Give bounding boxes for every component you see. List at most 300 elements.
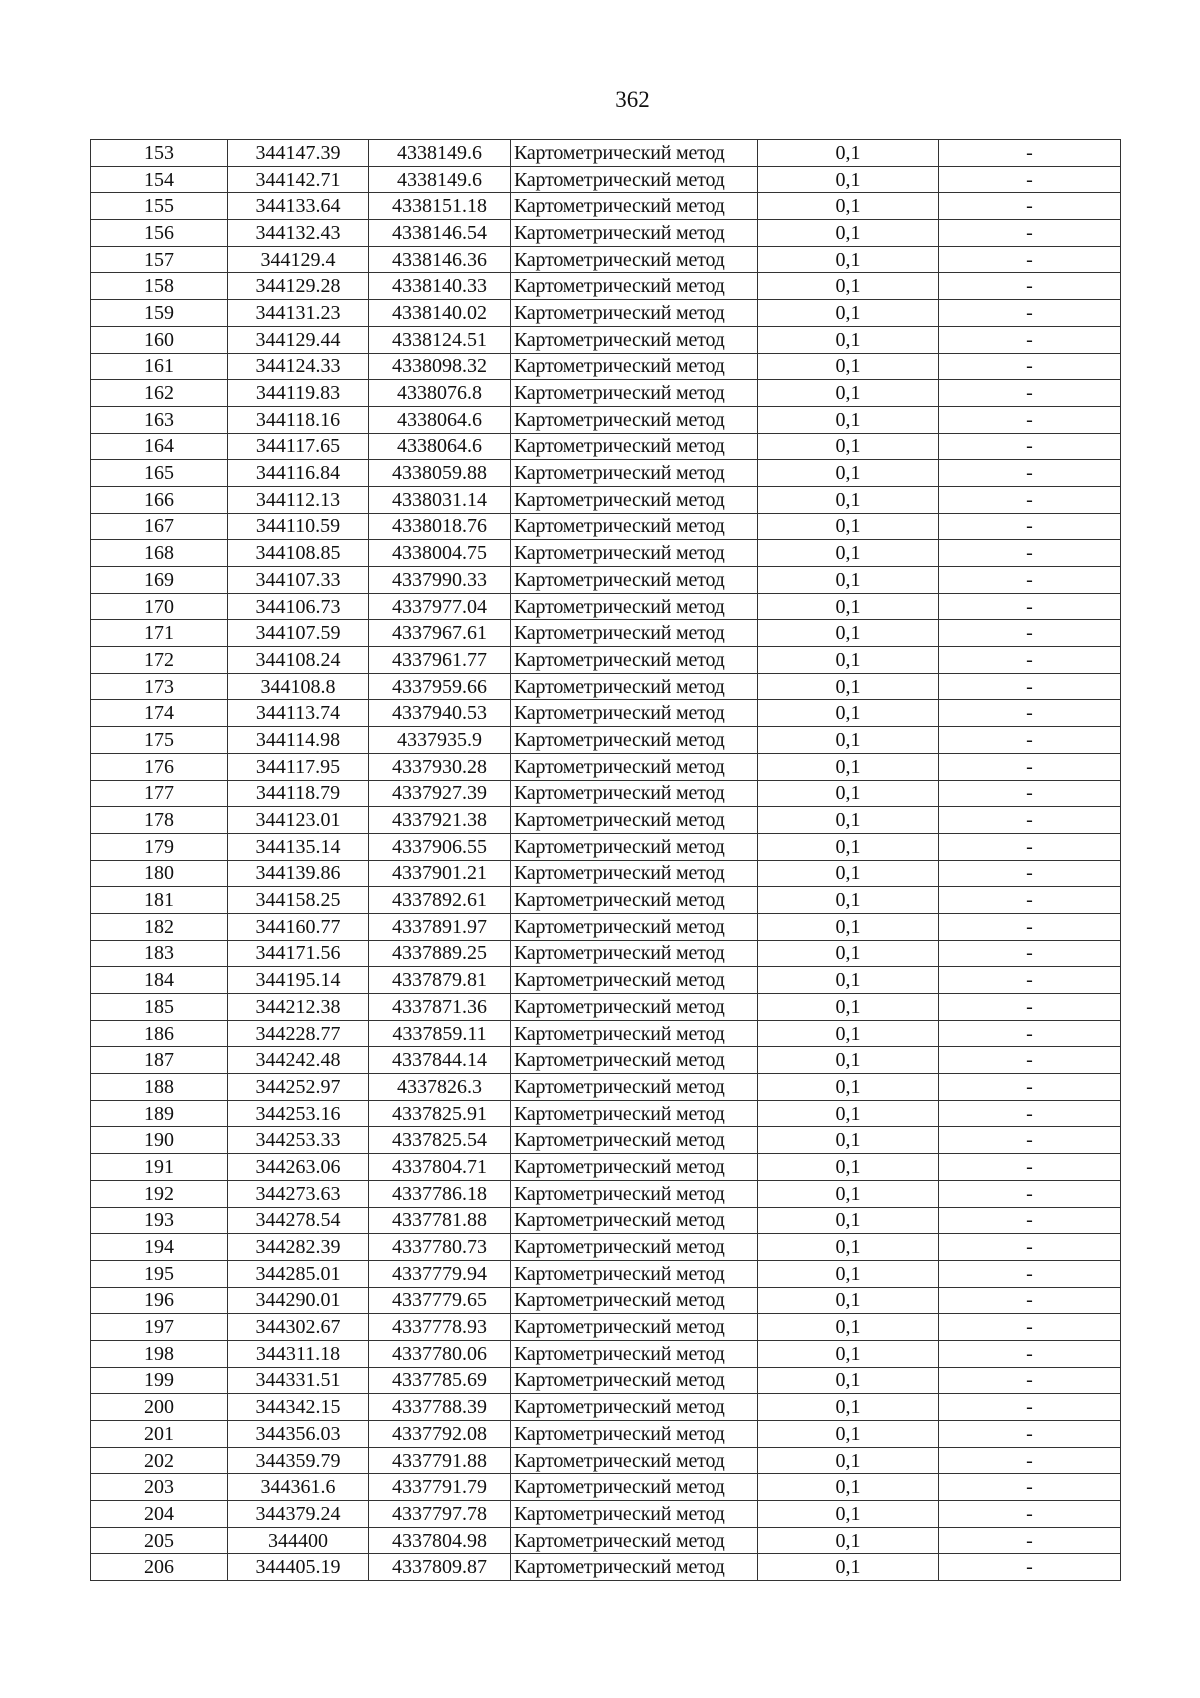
method-cell: Картометрический метод xyxy=(511,593,758,620)
note-cell: - xyxy=(939,326,1121,353)
method-cell: Картометрический метод xyxy=(511,460,758,487)
point-number-cell: 179 xyxy=(91,833,228,860)
table-row xyxy=(91,1047,1121,1074)
y-coordinate-cell: 4337778.93 xyxy=(369,1314,511,1341)
x-coordinate-cell: 344114.98 xyxy=(228,727,369,754)
table-row xyxy=(91,326,1121,353)
point-number-cell: 185 xyxy=(91,994,228,1021)
x-coordinate-cell: 344342.15 xyxy=(228,1394,369,1421)
table-row xyxy=(91,1421,1121,1448)
note-cell: - xyxy=(939,140,1121,167)
accuracy-cell: 0,1 xyxy=(758,273,939,300)
note-cell: - xyxy=(939,406,1121,433)
table-row xyxy=(91,1074,1121,1101)
point-number-cell: 158 xyxy=(91,273,228,300)
table-row xyxy=(91,140,1121,167)
point-number-cell: 160 xyxy=(91,326,228,353)
method-cell: Картометрический метод xyxy=(511,326,758,353)
x-coordinate-cell: 344160.77 xyxy=(228,913,369,940)
point-number-cell: 198 xyxy=(91,1340,228,1367)
x-coordinate-cell: 344142.71 xyxy=(228,166,369,193)
method-cell: Картометрический метод xyxy=(511,1074,758,1101)
x-coordinate-cell: 344282.39 xyxy=(228,1234,369,1261)
point-number-cell: 167 xyxy=(91,513,228,540)
table-row xyxy=(91,1447,1121,1474)
method-cell: Картометрический метод xyxy=(511,1367,758,1394)
table-row xyxy=(91,1314,1121,1341)
y-coordinate-cell: 4338031.14 xyxy=(369,486,511,513)
table-row xyxy=(91,433,1121,460)
point-number-cell: 175 xyxy=(91,727,228,754)
method-cell: Картометрический метод xyxy=(511,1314,758,1341)
y-coordinate-cell: 4337825.54 xyxy=(369,1127,511,1154)
y-coordinate-cell: 4337826.3 xyxy=(369,1074,511,1101)
method-cell: Картометрический метод xyxy=(511,647,758,674)
point-number-cell: 162 xyxy=(91,380,228,407)
method-cell: Картометрический метод xyxy=(511,1340,758,1367)
x-coordinate-cell: 344212.38 xyxy=(228,994,369,1021)
method-cell: Картометрический метод xyxy=(511,1127,758,1154)
method-cell: Картометрический метод xyxy=(511,727,758,754)
x-coordinate-cell: 344108.8 xyxy=(228,673,369,700)
y-coordinate-cell: 4338064.6 xyxy=(369,406,511,433)
accuracy-cell: 0,1 xyxy=(758,300,939,327)
x-coordinate-cell: 344252.97 xyxy=(228,1074,369,1101)
table-row xyxy=(91,1180,1121,1207)
x-coordinate-cell: 344311.18 xyxy=(228,1340,369,1367)
y-coordinate-cell: 4338124.51 xyxy=(369,326,511,353)
table-row xyxy=(91,647,1121,674)
accuracy-cell: 0,1 xyxy=(758,1180,939,1207)
table-row xyxy=(91,220,1121,247)
point-number-cell: 205 xyxy=(91,1527,228,1554)
accuracy-cell: 0,1 xyxy=(758,620,939,647)
accuracy-cell: 0,1 xyxy=(758,1340,939,1367)
table-row xyxy=(91,1100,1121,1127)
note-cell: - xyxy=(939,833,1121,860)
method-cell: Картометрический метод xyxy=(511,353,758,380)
point-number-cell: 159 xyxy=(91,300,228,327)
x-coordinate-cell: 344359.79 xyxy=(228,1447,369,1474)
y-coordinate-cell: 4337961.77 xyxy=(369,647,511,674)
table-row xyxy=(91,807,1121,834)
x-coordinate-cell: 344171.56 xyxy=(228,940,369,967)
accuracy-cell: 0,1 xyxy=(758,1100,939,1127)
method-cell: Картометрический метод xyxy=(511,1421,758,1448)
point-number-cell: 195 xyxy=(91,1260,228,1287)
x-coordinate-cell: 344124.33 xyxy=(228,353,369,380)
x-coordinate-cell: 344356.03 xyxy=(228,1421,369,1448)
point-number-cell: 153 xyxy=(91,140,228,167)
table-row xyxy=(91,246,1121,273)
table-row xyxy=(91,380,1121,407)
method-cell: Картометрический метод xyxy=(511,1501,758,1528)
table-row xyxy=(91,887,1121,914)
method-cell: Картометрический метод xyxy=(511,140,758,167)
accuracy-cell: 0,1 xyxy=(758,593,939,620)
accuracy-cell: 0,1 xyxy=(758,406,939,433)
note-cell: - xyxy=(939,700,1121,727)
table-row xyxy=(91,753,1121,780)
accuracy-cell: 0,1 xyxy=(758,1314,939,1341)
table-row xyxy=(91,967,1121,994)
note-cell: - xyxy=(939,1100,1121,1127)
table-row xyxy=(91,1367,1121,1394)
note-cell: - xyxy=(939,300,1121,327)
page-number: 362 xyxy=(615,87,650,112)
accuracy-cell: 0,1 xyxy=(758,1207,939,1234)
table-row xyxy=(91,273,1121,300)
y-coordinate-cell: 4337792.08 xyxy=(369,1421,511,1448)
table-row xyxy=(91,460,1121,487)
accuracy-cell: 0,1 xyxy=(758,166,939,193)
point-number-cell: 201 xyxy=(91,1421,228,1448)
accuracy-cell: 0,1 xyxy=(758,1047,939,1074)
y-coordinate-cell: 4337940.53 xyxy=(369,700,511,727)
table-row xyxy=(91,567,1121,594)
method-cell: Картометрический метод xyxy=(511,1394,758,1421)
y-coordinate-cell: 4338018.76 xyxy=(369,513,511,540)
note-cell: - xyxy=(939,1207,1121,1234)
note-cell: - xyxy=(939,1394,1121,1421)
note-cell: - xyxy=(939,380,1121,407)
y-coordinate-cell: 4337788.39 xyxy=(369,1394,511,1421)
note-cell: - xyxy=(939,353,1121,380)
x-coordinate-cell: 344129.4 xyxy=(228,246,369,273)
y-coordinate-cell: 4337780.06 xyxy=(369,1340,511,1367)
accuracy-cell: 0,1 xyxy=(758,140,939,167)
table-row xyxy=(91,780,1121,807)
method-cell: Картометрический метод xyxy=(511,513,758,540)
method-cell: Картометрический метод xyxy=(511,967,758,994)
x-coordinate-cell: 344158.25 xyxy=(228,887,369,914)
accuracy-cell: 0,1 xyxy=(758,220,939,247)
table-row xyxy=(91,1474,1121,1501)
table-row xyxy=(91,300,1121,327)
accuracy-cell: 0,1 xyxy=(758,353,939,380)
y-coordinate-cell: 4337892.61 xyxy=(369,887,511,914)
method-cell: Картометрический метод xyxy=(511,1020,758,1047)
point-number-cell: 199 xyxy=(91,1367,228,1394)
table-row xyxy=(91,700,1121,727)
note-cell: - xyxy=(939,994,1121,1021)
coordinates-table xyxy=(90,139,1121,1581)
method-cell: Картометрический метод xyxy=(511,620,758,647)
accuracy-cell: 0,1 xyxy=(758,1394,939,1421)
note-cell: - xyxy=(939,1554,1121,1581)
method-cell: Картометрический метод xyxy=(511,246,758,273)
point-number-cell: 183 xyxy=(91,940,228,967)
point-number-cell: 194 xyxy=(91,1234,228,1261)
note-cell: - xyxy=(939,1447,1121,1474)
note-cell: - xyxy=(939,486,1121,513)
y-coordinate-cell: 4337891.97 xyxy=(369,913,511,940)
y-coordinate-cell: 4338059.88 xyxy=(369,460,511,487)
method-cell: Картометрический метод xyxy=(511,807,758,834)
accuracy-cell: 0,1 xyxy=(758,1154,939,1181)
accuracy-cell: 0,1 xyxy=(758,753,939,780)
table-row xyxy=(91,513,1121,540)
x-coordinate-cell: 344228.77 xyxy=(228,1020,369,1047)
method-cell: Картометрический метод xyxy=(511,273,758,300)
y-coordinate-cell: 4337935.9 xyxy=(369,727,511,754)
note-cell: - xyxy=(939,1314,1121,1341)
y-coordinate-cell: 4337804.98 xyxy=(369,1527,511,1554)
table-row xyxy=(91,353,1121,380)
note-cell: - xyxy=(939,753,1121,780)
x-coordinate-cell: 344116.84 xyxy=(228,460,369,487)
x-coordinate-cell: 344253.16 xyxy=(228,1100,369,1127)
note-cell: - xyxy=(939,540,1121,567)
point-number-cell: 202 xyxy=(91,1447,228,1474)
x-coordinate-cell: 344117.95 xyxy=(228,753,369,780)
point-number-cell: 172 xyxy=(91,647,228,674)
x-coordinate-cell: 344108.85 xyxy=(228,540,369,567)
y-coordinate-cell: 4337921.38 xyxy=(369,807,511,834)
x-coordinate-cell: 344361.6 xyxy=(228,1474,369,1501)
x-coordinate-cell: 344139.86 xyxy=(228,860,369,887)
point-number-cell: 178 xyxy=(91,807,228,834)
x-coordinate-cell: 344195.14 xyxy=(228,967,369,994)
note-cell: - xyxy=(939,673,1121,700)
method-cell: Картометрический метод xyxy=(511,1234,758,1261)
y-coordinate-cell: 4337779.65 xyxy=(369,1287,511,1314)
point-number-cell: 169 xyxy=(91,567,228,594)
accuracy-cell: 0,1 xyxy=(758,994,939,1021)
y-coordinate-cell: 4338149.6 xyxy=(369,166,511,193)
y-coordinate-cell: 4337990.33 xyxy=(369,567,511,594)
point-number-cell: 180 xyxy=(91,860,228,887)
x-coordinate-cell: 344405.19 xyxy=(228,1554,369,1581)
method-cell: Картометрический метод xyxy=(511,380,758,407)
point-number-cell: 187 xyxy=(91,1047,228,1074)
table-row xyxy=(91,940,1121,967)
note-cell: - xyxy=(939,1154,1121,1181)
y-coordinate-cell: 4337786.18 xyxy=(369,1180,511,1207)
y-coordinate-cell: 4337871.36 xyxy=(369,994,511,1021)
point-number-cell: 192 xyxy=(91,1180,228,1207)
table-row xyxy=(91,1207,1121,1234)
y-coordinate-cell: 4337781.88 xyxy=(369,1207,511,1234)
point-number-cell: 164 xyxy=(91,433,228,460)
accuracy-cell: 0,1 xyxy=(758,1020,939,1047)
point-number-cell: 170 xyxy=(91,593,228,620)
note-cell: - xyxy=(939,1127,1121,1154)
table-row xyxy=(91,1527,1121,1554)
point-number-cell: 168 xyxy=(91,540,228,567)
method-cell: Картометрический метод xyxy=(511,1474,758,1501)
x-coordinate-cell: 344278.54 xyxy=(228,1207,369,1234)
x-coordinate-cell: 344123.01 xyxy=(228,807,369,834)
table-row xyxy=(91,1340,1121,1367)
x-coordinate-cell: 344379.24 xyxy=(228,1501,369,1528)
table-row xyxy=(91,673,1121,700)
accuracy-cell: 0,1 xyxy=(758,940,939,967)
accuracy-cell: 0,1 xyxy=(758,727,939,754)
accuracy-cell: 0,1 xyxy=(758,567,939,594)
note-cell: - xyxy=(939,513,1121,540)
note-cell: - xyxy=(939,193,1121,220)
y-coordinate-cell: 4337959.66 xyxy=(369,673,511,700)
x-coordinate-cell: 344400 xyxy=(228,1527,369,1554)
table-row xyxy=(91,994,1121,1021)
method-cell: Картометрический метод xyxy=(511,1180,758,1207)
accuracy-cell: 0,1 xyxy=(758,193,939,220)
accuracy-cell: 0,1 xyxy=(758,1421,939,1448)
table-row xyxy=(91,486,1121,513)
note-cell: - xyxy=(939,460,1121,487)
point-number-cell: 155 xyxy=(91,193,228,220)
point-number-cell: 196 xyxy=(91,1287,228,1314)
accuracy-cell: 0,1 xyxy=(758,540,939,567)
method-cell: Картометрический метод xyxy=(511,833,758,860)
x-coordinate-cell: 344107.33 xyxy=(228,567,369,594)
point-number-cell: 156 xyxy=(91,220,228,247)
point-number-cell: 166 xyxy=(91,486,228,513)
note-cell: - xyxy=(939,246,1121,273)
accuracy-cell: 0,1 xyxy=(758,1501,939,1528)
x-coordinate-cell: 344285.01 xyxy=(228,1260,369,1287)
point-number-cell: 193 xyxy=(91,1207,228,1234)
y-coordinate-cell: 4337930.28 xyxy=(369,753,511,780)
y-coordinate-cell: 4337809.87 xyxy=(369,1554,511,1581)
point-number-cell: 182 xyxy=(91,913,228,940)
method-cell: Картометрический метод xyxy=(511,1260,758,1287)
method-cell: Картометрический метод xyxy=(511,1100,758,1127)
y-coordinate-cell: 4337977.04 xyxy=(369,593,511,620)
x-coordinate-cell: 344290.01 xyxy=(228,1287,369,1314)
x-coordinate-cell: 344118.79 xyxy=(228,780,369,807)
note-cell: - xyxy=(939,220,1121,247)
note-cell: - xyxy=(939,860,1121,887)
accuracy-cell: 0,1 xyxy=(758,860,939,887)
y-coordinate-cell: 4337779.94 xyxy=(369,1260,511,1287)
method-cell: Картометрический метод xyxy=(511,1154,758,1181)
method-cell: Картометрический метод xyxy=(511,567,758,594)
method-cell: Картометрический метод xyxy=(511,486,758,513)
point-number-cell: 161 xyxy=(91,353,228,380)
table-row xyxy=(91,593,1121,620)
method-cell: Картометрический метод xyxy=(511,1527,758,1554)
table-row xyxy=(91,833,1121,860)
note-cell: - xyxy=(939,1367,1121,1394)
point-number-cell: 190 xyxy=(91,1127,228,1154)
point-number-cell: 189 xyxy=(91,1100,228,1127)
note-cell: - xyxy=(939,913,1121,940)
table-row xyxy=(91,1501,1121,1528)
x-coordinate-cell: 344253.33 xyxy=(228,1127,369,1154)
y-coordinate-cell: 4338140.02 xyxy=(369,300,511,327)
method-cell: Картометрический метод xyxy=(511,406,758,433)
note-cell: - xyxy=(939,1047,1121,1074)
x-coordinate-cell: 344135.14 xyxy=(228,833,369,860)
y-coordinate-cell: 4337791.79 xyxy=(369,1474,511,1501)
y-coordinate-cell: 4338149.6 xyxy=(369,140,511,167)
method-cell: Картометрический метод xyxy=(511,887,758,914)
point-number-cell: 177 xyxy=(91,780,228,807)
method-cell: Картометрический метод xyxy=(511,780,758,807)
table-row xyxy=(91,727,1121,754)
point-number-cell: 165 xyxy=(91,460,228,487)
point-number-cell: 191 xyxy=(91,1154,228,1181)
y-coordinate-cell: 4337879.81 xyxy=(369,967,511,994)
point-number-cell: 157 xyxy=(91,246,228,273)
x-coordinate-cell: 344263.06 xyxy=(228,1154,369,1181)
note-cell: - xyxy=(939,1287,1121,1314)
accuracy-cell: 0,1 xyxy=(758,380,939,407)
method-cell: Картометрический метод xyxy=(511,1207,758,1234)
method-cell: Картометрический метод xyxy=(511,913,758,940)
x-coordinate-cell: 344117.65 xyxy=(228,433,369,460)
accuracy-cell: 0,1 xyxy=(758,1287,939,1314)
table-row xyxy=(91,193,1121,220)
x-coordinate-cell: 344147.39 xyxy=(228,140,369,167)
method-cell: Картометрический метод xyxy=(511,994,758,1021)
table-row xyxy=(91,1260,1121,1287)
point-number-cell: 174 xyxy=(91,700,228,727)
accuracy-cell: 0,1 xyxy=(758,700,939,727)
y-coordinate-cell: 4337797.78 xyxy=(369,1501,511,1528)
accuracy-cell: 0,1 xyxy=(758,1234,939,1261)
accuracy-cell: 0,1 xyxy=(758,433,939,460)
note-cell: - xyxy=(939,567,1121,594)
y-coordinate-cell: 4337780.73 xyxy=(369,1234,511,1261)
point-number-cell: 184 xyxy=(91,967,228,994)
note-cell: - xyxy=(939,1074,1121,1101)
point-number-cell: 206 xyxy=(91,1554,228,1581)
note-cell: - xyxy=(939,593,1121,620)
accuracy-cell: 0,1 xyxy=(758,913,939,940)
x-coordinate-cell: 344107.59 xyxy=(228,620,369,647)
table-row xyxy=(91,1234,1121,1261)
x-coordinate-cell: 344131.23 xyxy=(228,300,369,327)
note-cell: - xyxy=(939,807,1121,834)
point-number-cell: 171 xyxy=(91,620,228,647)
table-row xyxy=(91,540,1121,567)
method-cell: Картометрический метод xyxy=(511,860,758,887)
note-cell: - xyxy=(939,273,1121,300)
table-row xyxy=(91,1154,1121,1181)
x-coordinate-cell: 344106.73 xyxy=(228,593,369,620)
point-number-cell: 176 xyxy=(91,753,228,780)
point-number-cell: 188 xyxy=(91,1074,228,1101)
method-cell: Картометрический метод xyxy=(511,1554,758,1581)
accuracy-cell: 0,1 xyxy=(758,1260,939,1287)
x-coordinate-cell: 344112.13 xyxy=(228,486,369,513)
note-cell: - xyxy=(939,887,1121,914)
x-coordinate-cell: 344132.43 xyxy=(228,220,369,247)
y-coordinate-cell: 4338004.75 xyxy=(369,540,511,567)
y-coordinate-cell: 4337927.39 xyxy=(369,780,511,807)
y-coordinate-cell: 4338140.33 xyxy=(369,273,511,300)
note-cell: - xyxy=(939,1501,1121,1528)
table-row xyxy=(91,620,1121,647)
point-number-cell: 186 xyxy=(91,1020,228,1047)
method-cell: Картометрический метод xyxy=(511,300,758,327)
method-cell: Картометрический метод xyxy=(511,673,758,700)
note-cell: - xyxy=(939,1474,1121,1501)
table-row xyxy=(91,1554,1121,1581)
y-coordinate-cell: 4337859.11 xyxy=(369,1020,511,1047)
x-coordinate-cell: 344331.51 xyxy=(228,1367,369,1394)
accuracy-cell: 0,1 xyxy=(758,513,939,540)
method-cell: Картометрический метод xyxy=(511,700,758,727)
accuracy-cell: 0,1 xyxy=(758,647,939,674)
x-coordinate-cell: 344110.59 xyxy=(228,513,369,540)
method-cell: Картометрический метод xyxy=(511,940,758,967)
method-cell: Картометрический метод xyxy=(511,166,758,193)
method-cell: Картометрический метод xyxy=(511,1287,758,1314)
